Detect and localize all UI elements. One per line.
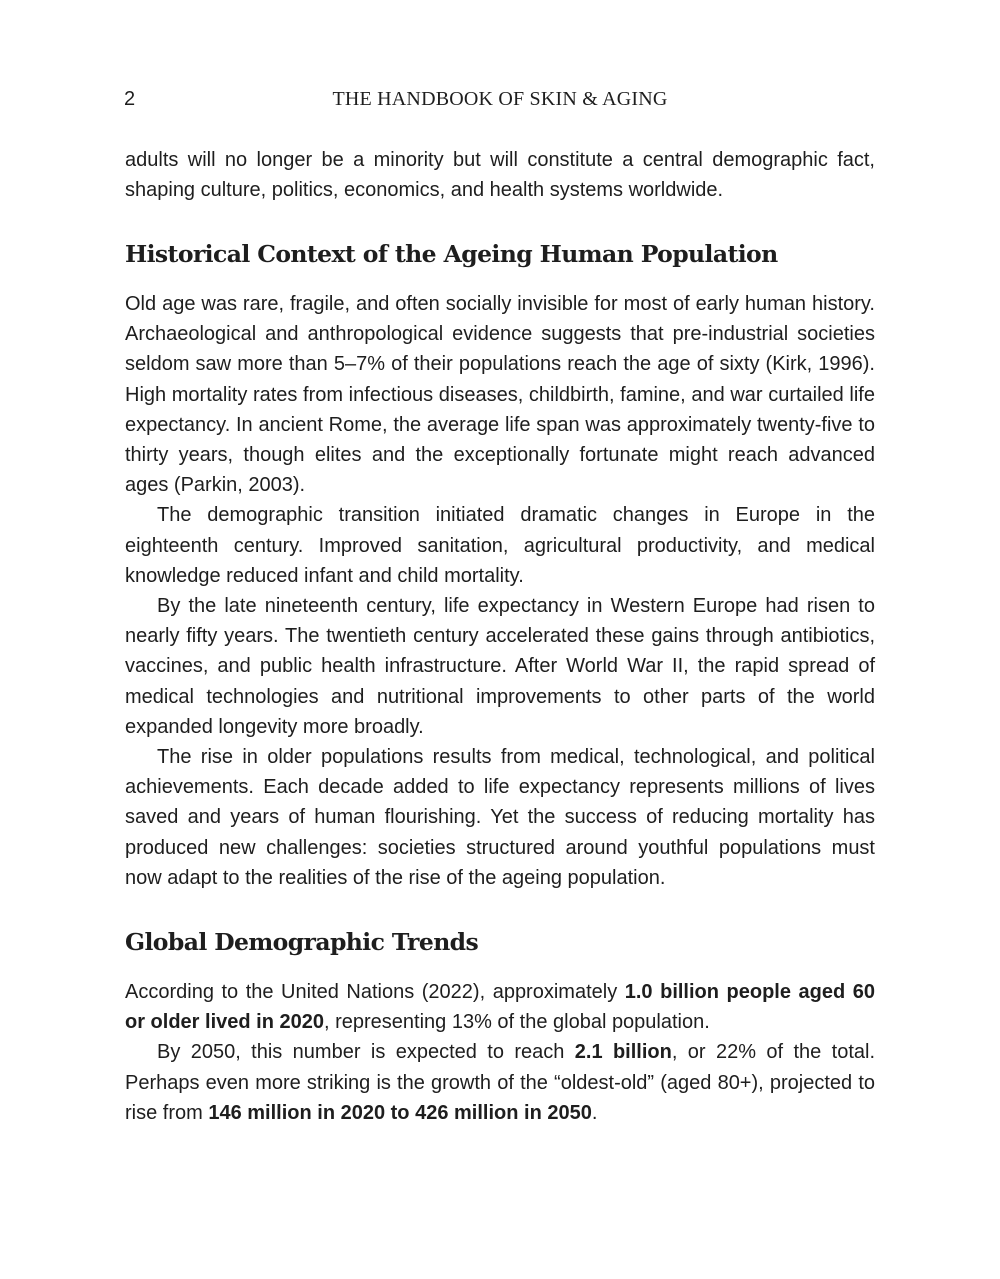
trends-p1-emphasis: 1.0 billion people aged 60 or older lived in 2020: [125, 981, 875, 1034]
trends-p2-tail: .: [591, 1101, 598, 1124]
trends-p2-lead: By 2050, this number is expected to reach: [157, 1041, 575, 1064]
history-body: [125, 289, 875, 893]
trends-p2-emphasis-2: 146 million in 2020 to 426 million in 2050: [208, 1101, 592, 1124]
intro-paragraph: adults will no longer be a minority but will constitute a central demographic fact, shaping culture, politics, economics, and health systems worldwide.: [125, 149, 875, 202]
page-number: 2: [124, 88, 136, 110]
trends-p1-lead: According to the United Nations (2022), approximately: [125, 981, 625, 1003]
section-heading-trends: Global Demographic Trends: [125, 928, 479, 956]
trends-p2-mid: , or 22% of the total. Perhaps even more striking is the growth of the “oldest-old” (aged 80+), projected to rise from: [125, 1041, 875, 1124]
section-heading-history: Historical Context of the Ageing Human Population: [125, 240, 778, 268]
trends-body: [125, 977, 875, 1128]
trends-paragraph-2: [125, 1037, 875, 1128]
trends-paragraph-1: [125, 977, 875, 1037]
intro-block: [125, 145, 875, 205]
trends-p1-tail: , representing 13% of the global population.: [323, 1011, 710, 1034]
history-paragraph-1: Old age was rare, fragile, and often socially invisible for most of early human history. Archaeological and anthropological evidence suggests that pre-industrial societies seldom saw more than 5–7% of their populations reach the age of sixty (Kirk, 1996). High mortality rates from infectious diseases, childbirth, famine, and war curtailed life expectancy. In ancient Rome, the average life span was approximately twenty-five to thirty years, though elites and the exceptionally fortunate might reach advanced ages (Parkin, 2003).: [125, 293, 875, 497]
history-paragraph-2: The demographic transition initiated dramatic changes in Europe in the eighteenth century. Improved sanitation, agricultural productivity, and medical knowledge reduced infant and child mortality.: [125, 504, 875, 587]
trends-p2-emphasis-1: 2.1 billion: [574, 1041, 672, 1064]
history-paragraph-4: The rise in older populations results from medical, technological, and political achievements. Each decade added to life expectancy represents millions of lives saved and years of human flourishing. Yet the success of reducing mortality has produced new challenges: societies structured around youthful populations must now adapt to the realities of the rise of the ageing population.: [125, 746, 875, 889]
running-head: THE HANDBOOK OF SKIN & AGING: [332, 88, 668, 110]
history-paragraph-3: By the late nineteenth century, life expectancy in Western Europe had risen to nearly fifty years. The twentieth century accelerated these gains through antibiotics, vaccines, and public health infrastructure. After World War II, the rapid spread of medical technologies and nutritional improvements to other parts of the world expanded longevity more broadly.: [125, 595, 875, 738]
